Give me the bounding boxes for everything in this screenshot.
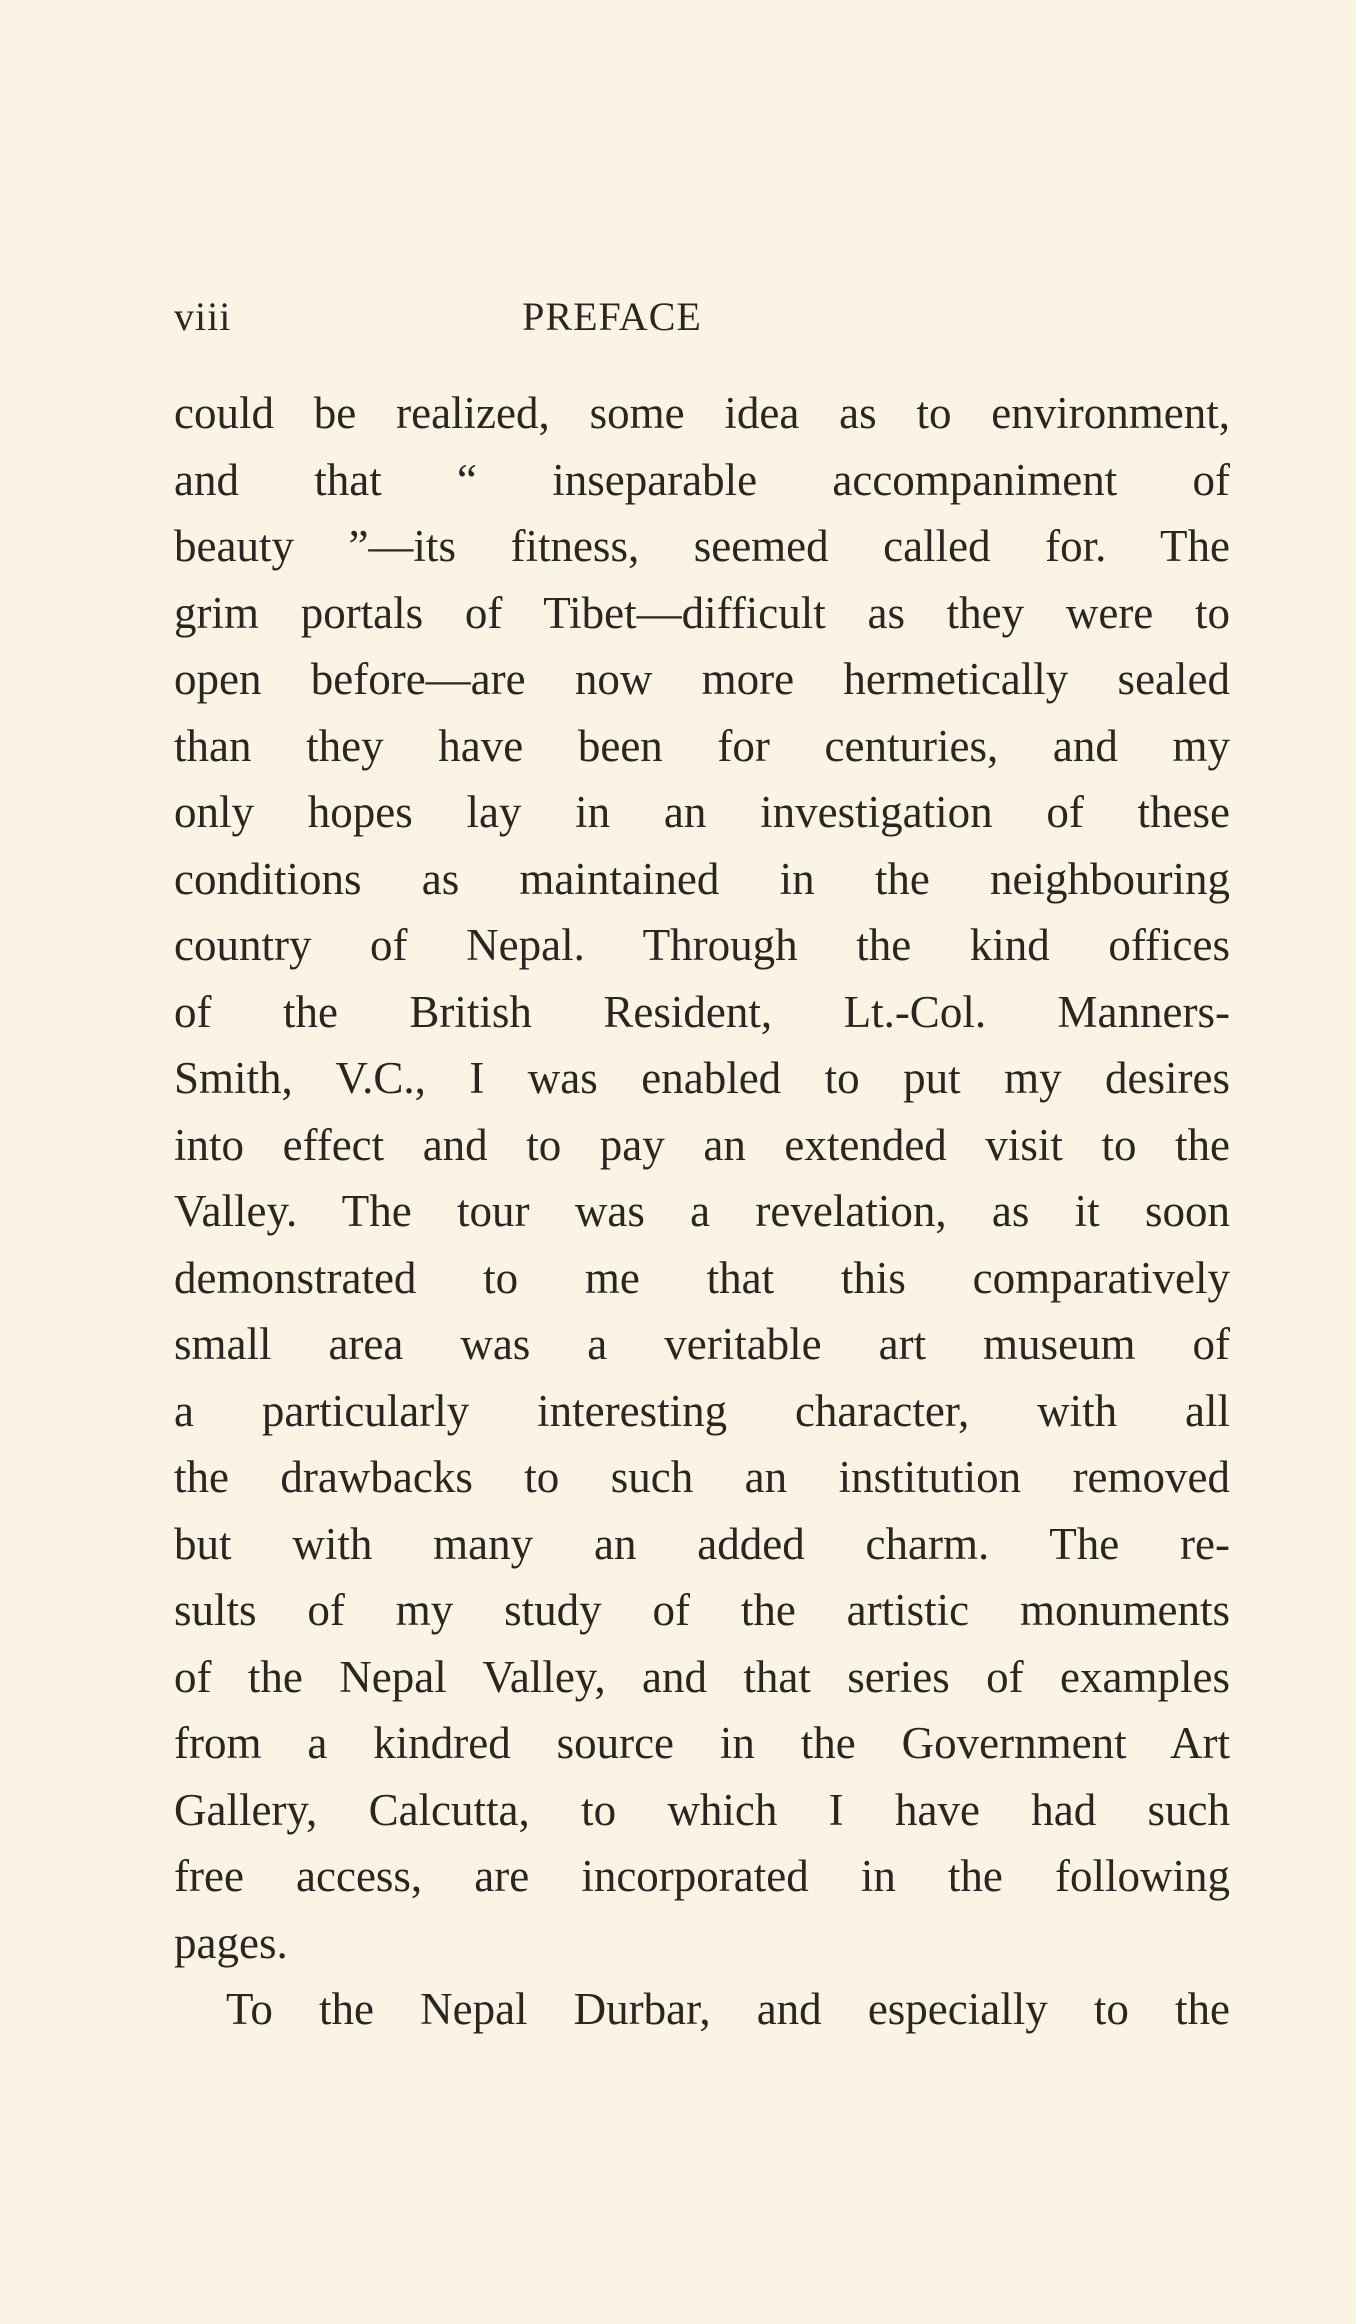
text-line: demonstrated to me that this comparatively: [174, 1252, 1230, 1303]
text-line: could be realized, some idea as to environment,: [174, 388, 1230, 438]
text-line: beauty ”—its fitness, seemed called for. The: [174, 521, 1230, 571]
running-head-title: PREFACE: [522, 294, 702, 339]
text-line: only hopes lay in an investigation of these: [174, 787, 1230, 837]
text-line: free access, are incorporated in the following: [174, 1851, 1230, 1901]
body-text: [174, 380, 1230, 2043]
text-line: but with many an added charm. The re-: [174, 1518, 1230, 1569]
text-line: Gallery, Calcutta, to which I have had such: [174, 1784, 1230, 1835]
text-line: and that “ inseparable accompaniment of: [174, 454, 1230, 505]
text-line: country of Nepal. Through the kind offices: [174, 920, 1230, 970]
text-line: sults of my study of the artistic monuments: [174, 1585, 1230, 1635]
text-line: from a kindred source in the Government Art: [174, 1718, 1230, 1768]
text-line: grim portals of Tibet—difficult as they were to: [174, 587, 1230, 638]
text-line: To the Nepal Durbar, and especially to the: [226, 1984, 1230, 2034]
text-line: of the British Resident, Lt.-Col. Manners-: [174, 986, 1230, 1037]
text-line: small area was a veritable art museum of: [174, 1319, 1230, 1369]
running-head: [174, 292, 1230, 342]
text-line: of the Nepal Valley, and that series of examples: [174, 1651, 1230, 1702]
text-line: a particularly interesting character, with all: [174, 1385, 1230, 1436]
text-line: Smith, V.C., I was enabled to put my desires: [174, 1053, 1230, 1103]
text-line: into effect and to pay an extended visit to the: [174, 1119, 1230, 1170]
text-line: open before—are now more hermetically sealed: [174, 654, 1230, 704]
text-line: pages.: [174, 1917, 288, 1968]
page-number: viii: [174, 294, 232, 339]
text-line: conditions as maintained in the neighbouring: [174, 853, 1230, 904]
text-line: the drawbacks to such an institution removed: [174, 1452, 1230, 1502]
text-line: Valley. The tour was a revelation, as it soon: [174, 1186, 1230, 1236]
text-line: than they have been for centuries, and my: [174, 720, 1230, 771]
